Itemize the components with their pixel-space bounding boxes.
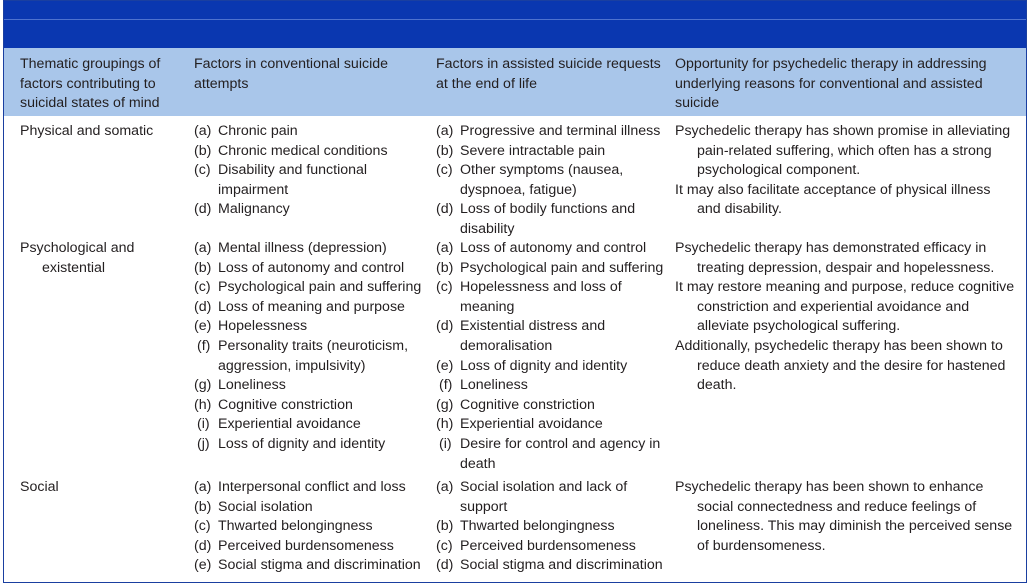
conventional-factor-item xyxy=(194,161,434,200)
conventional-factors-cell xyxy=(194,239,434,455)
group-label: Physical and somatic xyxy=(20,123,154,139)
conventional-factor-item xyxy=(194,415,434,435)
item-marker: (g) xyxy=(436,396,454,413)
item-text: Perceived burdensomeness xyxy=(460,537,636,554)
item-marker: (c) xyxy=(436,537,453,554)
conventional-factors-cell xyxy=(194,122,434,220)
item-marker: (c) xyxy=(436,279,453,296)
item-marker: (i) xyxy=(439,435,452,452)
item-text: Thwarted belongingness xyxy=(218,518,373,535)
assisted-factors-cell xyxy=(436,239,676,474)
item-marker: (d) xyxy=(194,201,212,218)
item-marker: (g) xyxy=(194,377,212,394)
group-label: Psychological and existential xyxy=(20,240,135,276)
item-text: Loss of dignity and identity xyxy=(218,435,386,452)
item-text: Psychological pain and suffering xyxy=(460,259,664,276)
item-marker: (b) xyxy=(436,259,454,276)
conventional-factors-list xyxy=(194,239,434,455)
item-marker: (a) xyxy=(436,123,454,139)
group-cell xyxy=(20,478,185,498)
item-text: Severe intractable pain xyxy=(460,142,606,159)
item-marker: (j) xyxy=(197,435,210,452)
assisted-factor-item xyxy=(436,415,676,435)
conventional-factor-item xyxy=(194,298,434,318)
assisted-factor-item xyxy=(436,239,676,259)
opportunity-paragraph: It may also facilitate acceptance of physical illness and disability. xyxy=(675,181,991,218)
item-marker: (a) xyxy=(194,479,212,495)
assisted-factor-item xyxy=(436,517,676,537)
item-text: Other symptoms (nausea, dyspnoea, fatigue) xyxy=(460,162,624,198)
item-marker: (a) xyxy=(194,123,212,139)
item-text: Experiential avoidance xyxy=(218,416,361,433)
item-text: Hopelessness xyxy=(218,318,308,335)
item-marker: (c) xyxy=(194,162,211,179)
conventional-factor-item xyxy=(194,435,434,455)
assisted-factor-item xyxy=(436,200,676,239)
item-marker: (f) xyxy=(439,377,453,394)
item-marker: (h) xyxy=(194,396,212,413)
item-text: Loneliness xyxy=(460,377,528,394)
item-text: Loss of bodily functions and disability xyxy=(460,201,636,237)
item-text: Social isolation xyxy=(218,498,313,515)
item-marker: (d) xyxy=(194,298,212,315)
header-thematic-groupings: Thematic groupings of factors contributing to suicidal states of mind xyxy=(20,56,161,112)
item-text: Interpersonal conflict and loss xyxy=(218,479,406,495)
item-marker: (d) xyxy=(436,201,454,218)
opportunity-cell xyxy=(675,122,1015,220)
item-text: Psychological pain and suffering xyxy=(218,279,422,296)
item-text: Loss of dignity and identity xyxy=(460,357,628,374)
assisted-factors-list xyxy=(436,122,676,240)
item-text: Social stigma and discrimination xyxy=(218,557,421,574)
conventional-factors-list xyxy=(194,122,434,220)
item-marker: (b) xyxy=(194,498,212,515)
assisted-factor-item xyxy=(436,317,676,356)
conventional-factors-list xyxy=(194,478,434,576)
opportunity-paragraph: Psychedelic therapy has demonstrated efficacy in treating depression, despair and hopelessness. xyxy=(675,240,995,276)
table-frame xyxy=(3,0,1027,583)
opportunity-paragraph: Psychedelic therapy has been shown to enhance social connectedness and reduce feelings of loneliness. This may diminish the perceived sense of burdensomeness. xyxy=(675,479,1013,554)
group-label: Social xyxy=(20,479,59,495)
item-text: Disability and functional impairment xyxy=(218,162,368,198)
header-conventional-factors: Factors in conventional suicide attempts xyxy=(194,56,388,92)
item-marker: (d) xyxy=(194,537,212,554)
group-cell xyxy=(20,122,185,142)
conventional-factor-item xyxy=(194,259,434,279)
assisted-factor-item xyxy=(436,478,676,517)
conventional-factors-cell xyxy=(194,478,434,576)
item-text: Perceived burdensomeness xyxy=(218,537,394,554)
title-bar-divider xyxy=(4,19,1026,20)
table-header-row xyxy=(4,48,1026,116)
item-text: Personality traits (neuroticism, aggression, impulsivity) xyxy=(218,337,409,374)
item-marker: (f) xyxy=(197,337,211,354)
item-text: Chronic medical conditions xyxy=(218,142,388,159)
item-marker: (e) xyxy=(194,318,212,335)
assisted-factor-item xyxy=(436,161,676,200)
assisted-factor-item xyxy=(436,537,676,557)
conventional-factor-item xyxy=(194,278,434,298)
assisted-factor-item xyxy=(436,259,676,279)
conventional-factor-item xyxy=(194,556,434,576)
conventional-factor-item xyxy=(194,239,434,259)
conventional-factor-item xyxy=(194,376,434,396)
conventional-factor-item xyxy=(194,317,434,337)
item-marker: (b) xyxy=(194,142,212,159)
assisted-factor-item xyxy=(436,396,676,416)
conventional-factor-item xyxy=(194,537,434,557)
conventional-factor-item xyxy=(194,337,434,376)
assisted-factors-cell xyxy=(436,122,676,240)
assisted-factors-list xyxy=(436,478,676,576)
item-text: Cognitive constriction xyxy=(218,396,353,413)
assisted-factor-item xyxy=(436,435,676,474)
assisted-factor-item xyxy=(436,122,676,142)
header-psychedelic-opportunity: Opportunity for psychedelic therapy in addressing underlying reasons for conventional and assisted suicide xyxy=(675,56,987,112)
conventional-factor-item xyxy=(194,517,434,537)
item-marker: (d) xyxy=(436,318,454,335)
item-marker: (b) xyxy=(436,142,454,159)
item-text: Experiential avoidance xyxy=(460,416,603,433)
item-text: Existential distress and demoralisation xyxy=(460,318,606,354)
item-marker: (d) xyxy=(436,557,454,574)
item-marker: (c) xyxy=(194,279,211,296)
item-text: Cognitive constriction xyxy=(460,396,595,413)
item-marker: (c) xyxy=(194,518,211,535)
assisted-factors-cell xyxy=(436,478,676,576)
item-text: Loneliness xyxy=(218,377,286,394)
opportunity-paragraph: Additionally, psychedelic therapy has been shown to reduce death anxiety and the desire for hastened death. xyxy=(675,337,1006,394)
group-cell xyxy=(20,239,185,278)
item-text: Malignancy xyxy=(218,201,290,218)
conventional-factor-item xyxy=(194,200,434,220)
item-marker: (b) xyxy=(436,518,454,535)
item-text: Loss of autonomy and control xyxy=(460,240,647,256)
item-marker: (b) xyxy=(194,259,212,276)
item-text: Desire for control and agency in death xyxy=(460,435,661,472)
conventional-factor-item xyxy=(194,122,434,142)
item-marker: (e) xyxy=(194,557,212,574)
opportunity-cell xyxy=(675,478,1015,556)
header-assisted-factors: Factors in assisted suicide requests at the end of life xyxy=(436,56,661,92)
item-text: Loss of autonomy and control xyxy=(218,259,405,276)
item-text: Mental illness (depression) xyxy=(218,240,387,256)
item-text: Social stigma and discrimination xyxy=(460,557,663,574)
assisted-factor-item xyxy=(436,357,676,377)
table-title-bar xyxy=(4,1,1026,48)
item-marker: (h) xyxy=(436,416,454,433)
opportunity-paragraph: Psychedelic therapy has shown promise in alleviating pain-related suffering, which often has a strong psychological component. xyxy=(675,123,1011,179)
item-marker: (e) xyxy=(436,357,454,374)
assisted-factor-item xyxy=(436,278,676,317)
item-marker: (c) xyxy=(436,162,453,179)
item-text: Hopelessness and loss of meaning xyxy=(460,279,622,315)
item-marker: (a) xyxy=(194,240,212,256)
item-text: Progressive and terminal illness xyxy=(460,123,661,139)
assisted-factor-item xyxy=(436,142,676,162)
item-marker: (a) xyxy=(436,240,454,256)
item-marker: (a) xyxy=(436,479,454,495)
assisted-factors-list xyxy=(436,239,676,474)
opportunity-paragraph: It may restore meaning and purpose, reduce cognitive constriction and experiential avoidance and alleviate psychological suffering. xyxy=(675,279,1015,335)
conventional-factor-item xyxy=(194,396,434,416)
item-text: Thwarted belongingness xyxy=(460,518,615,535)
item-text: Chronic pain xyxy=(218,123,298,139)
conventional-factor-item xyxy=(194,498,434,518)
assisted-factor-item xyxy=(436,376,676,396)
item-text: Social isolation and lack of support xyxy=(460,479,628,515)
item-marker: (i) xyxy=(197,416,210,433)
opportunity-cell xyxy=(675,239,1015,396)
item-text: Loss of meaning and purpose xyxy=(218,298,405,315)
assisted-factor-item xyxy=(436,556,676,576)
conventional-factor-item xyxy=(194,142,434,162)
conventional-factor-item xyxy=(194,478,434,498)
